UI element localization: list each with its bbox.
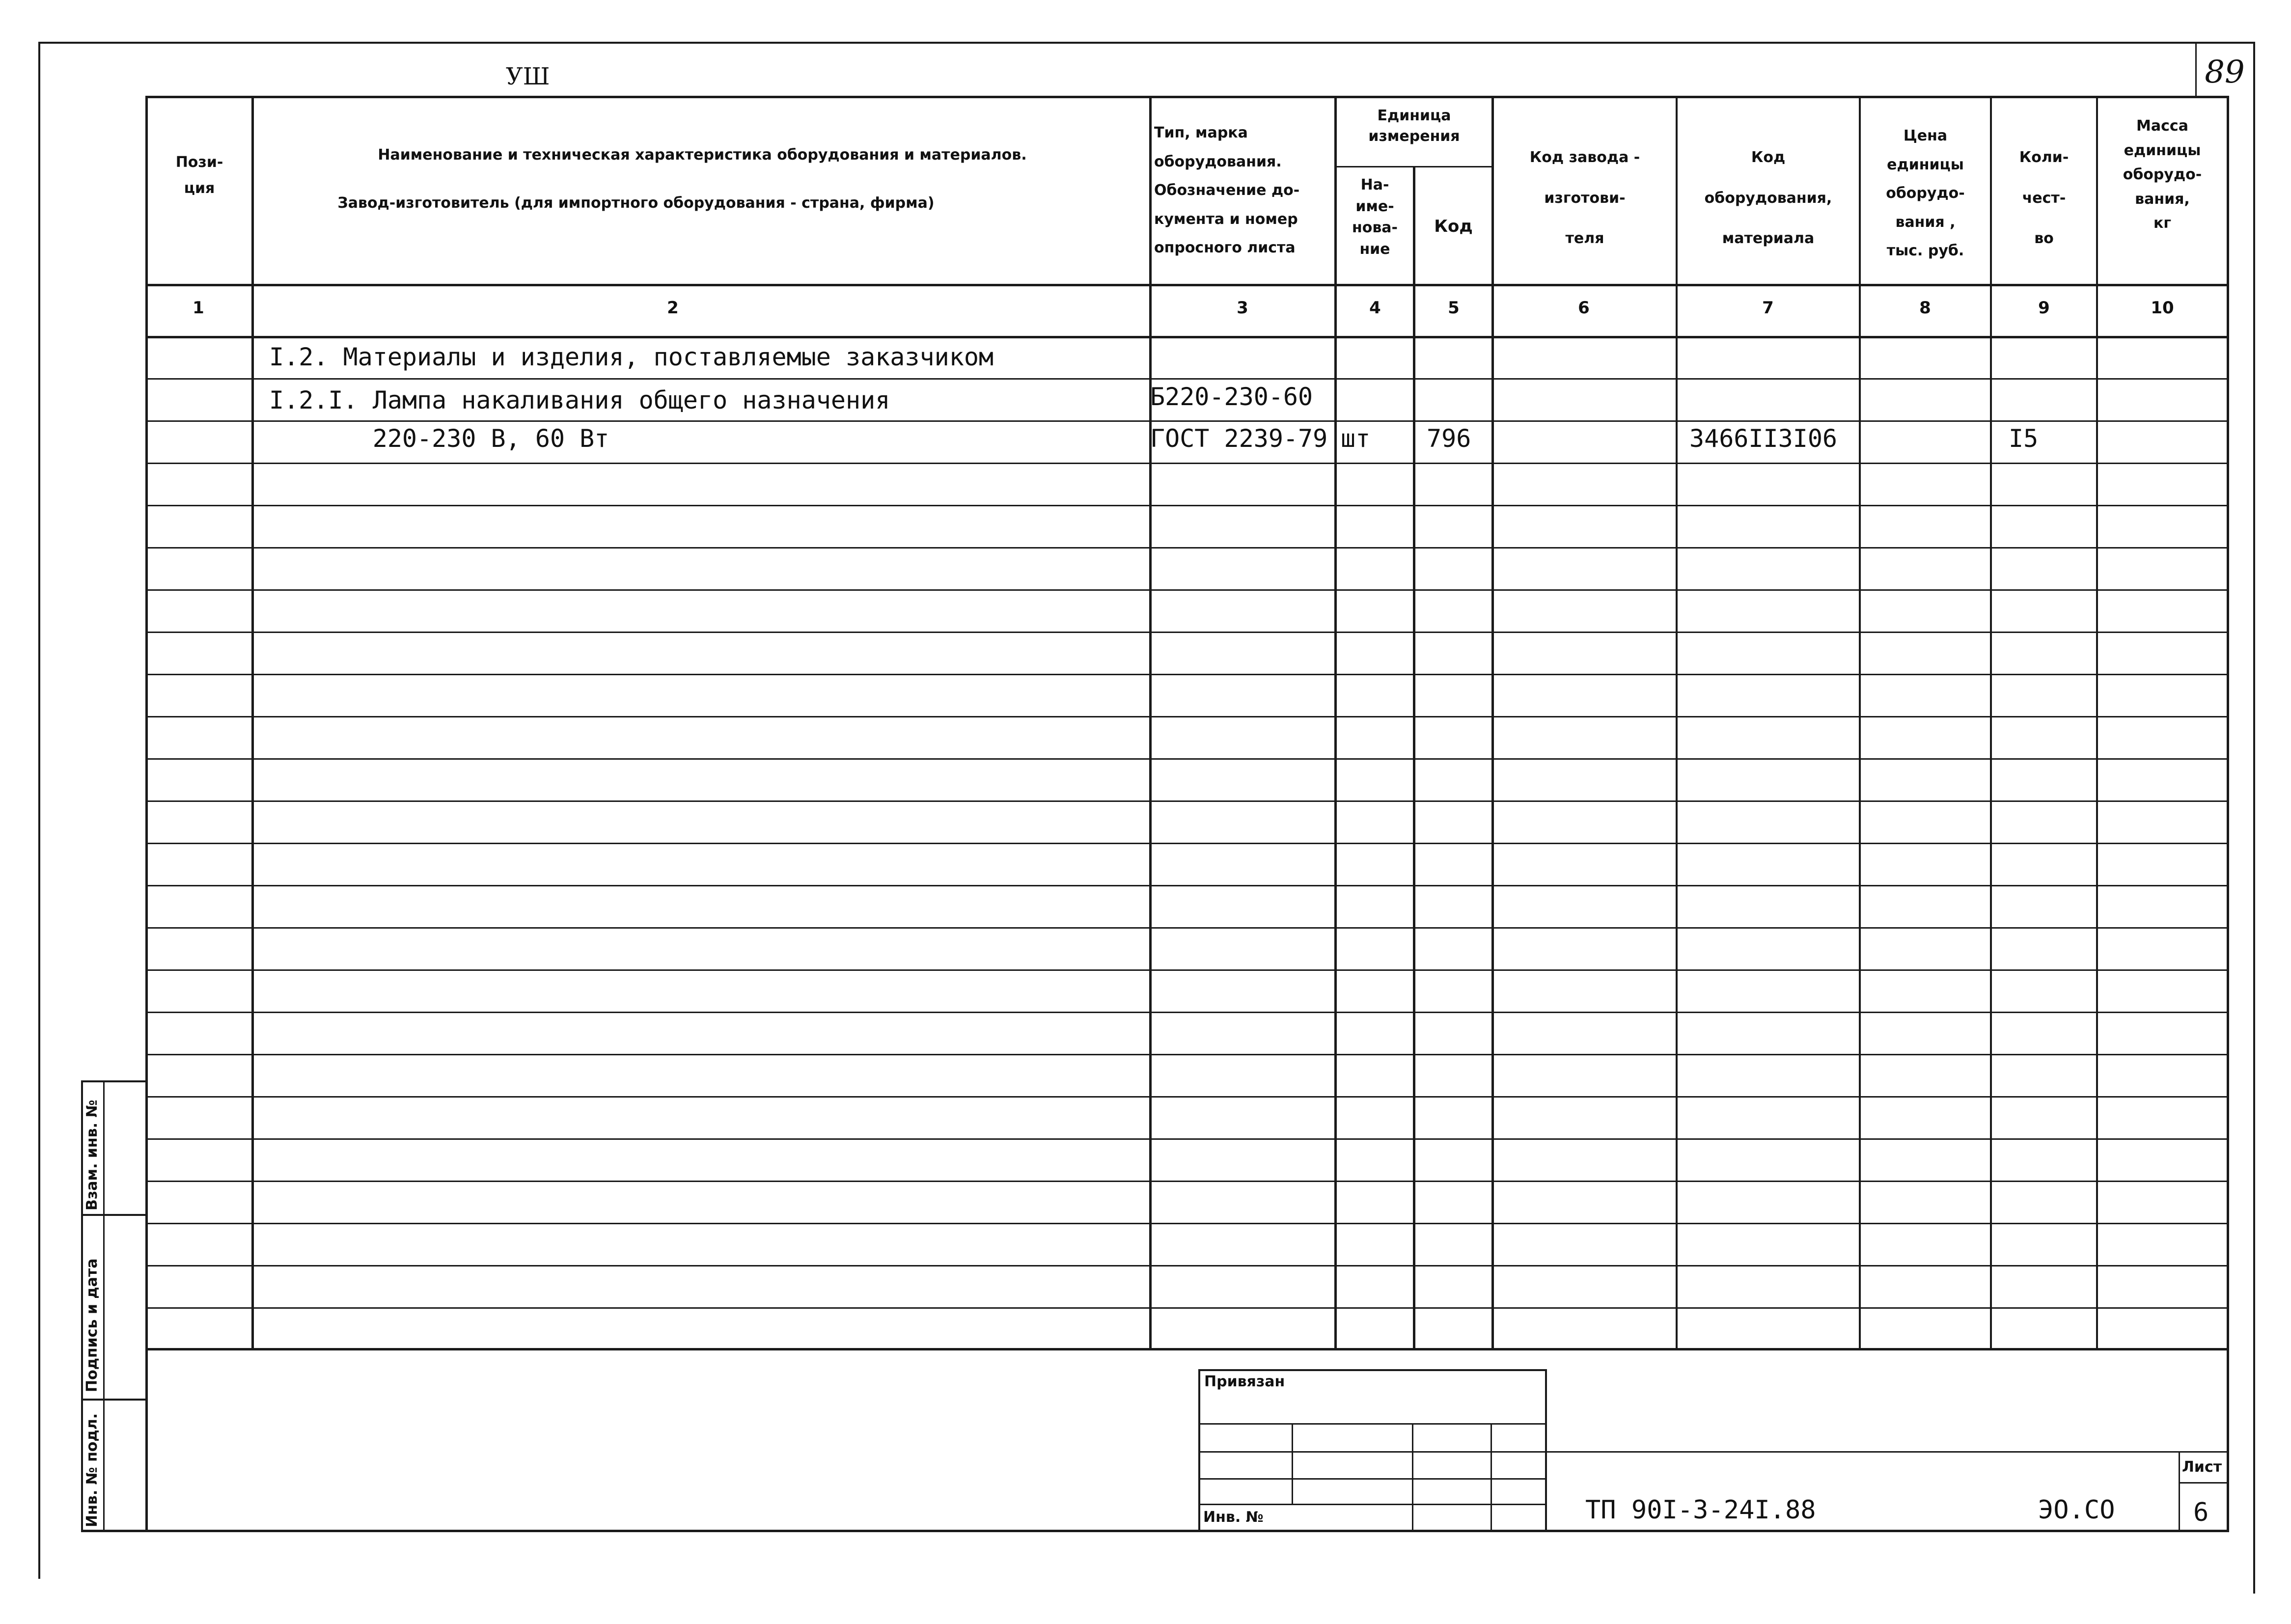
table-row-line	[145, 716, 2229, 717]
side-strip-div1	[81, 1214, 147, 1216]
frame-right	[2253, 42, 2255, 1594]
table-row-line	[145, 505, 2229, 506]
table-row-line	[145, 632, 2229, 633]
header-name-line1: Наименование и техническая характеристика оборудования и материалов.	[378, 146, 1027, 164]
stamp-right	[1545, 1369, 1547, 1531]
table-row-line	[145, 927, 2229, 929]
stamp-left	[1198, 1369, 1200, 1531]
sheet-box-left	[2179, 1451, 2180, 1532]
col-line-9	[2096, 96, 2098, 1350]
header-equipment-code: Код оборудования, материала	[1704, 149, 1832, 247]
stamp-top	[1198, 1369, 1547, 1371]
table-row-line	[145, 843, 2229, 844]
colnum-2: 2	[667, 298, 679, 318]
colnum-4: 4	[1369, 298, 1381, 318]
side-label-vzam: Взам. инв. №	[83, 1100, 101, 1211]
table-row-line	[145, 1223, 2229, 1224]
header-quantity: Коли- чест- во	[2019, 149, 2069, 247]
table-row-line	[145, 1012, 2229, 1013]
row3-type: ГОСТ 2239-79	[1150, 424, 1328, 453]
side-label-inv-podl: Инв. № подл.	[83, 1413, 101, 1527]
table-row-line	[145, 420, 2229, 422]
table-row-line	[145, 800, 2229, 802]
row3-quantity: I5	[2009, 424, 2039, 453]
side-strip-div2	[81, 1399, 147, 1401]
colnum-5: 5	[1448, 298, 1460, 318]
col-line-3	[1334, 96, 1337, 1350]
header-unit-mass: Масса единицы оборудо- вания, кг	[2123, 117, 2202, 232]
frame-left	[38, 42, 40, 1579]
stamp-h2	[1198, 1451, 1547, 1453]
colnum-7: 7	[1762, 298, 1774, 318]
table-row-line	[145, 463, 2229, 464]
colnum-1: 1	[193, 298, 204, 318]
col-line-0	[145, 96, 148, 1532]
stamp-privyazan: Привязан	[1204, 1373, 1285, 1390]
side-strip-top	[81, 1080, 147, 1082]
col-line-10	[2227, 96, 2229, 1532]
table-row-line	[145, 378, 2229, 380]
page-number-box-left	[2195, 42, 2197, 96]
side-strip-inner	[103, 1080, 105, 1532]
colnum-3: 3	[1237, 298, 1248, 318]
numbers-bottom	[145, 336, 2229, 338]
sheet-value: 6	[2193, 1498, 2209, 1527]
stamp-h3	[1198, 1478, 1547, 1480]
row2-name: I.2.I. Лампа накаливания общего назначения	[269, 386, 890, 414]
table-top	[145, 96, 2229, 98]
unit-group-split	[1334, 166, 1491, 167]
header-type: Тип, марка оборудования. Обозначение до- кумента и номер опросного листа	[1154, 124, 1300, 256]
stamp-doc-top	[1545, 1451, 2228, 1453]
table-row-line	[145, 758, 2229, 760]
table-row-line	[145, 1138, 2229, 1140]
sheet-marker: УШ	[506, 63, 550, 90]
row3-equipment-code: 3466II3I06	[1689, 424, 1838, 453]
colnum-10: 10	[2151, 298, 2174, 318]
table-row-line	[145, 1054, 2229, 1055]
stamp-v2	[1412, 1423, 1413, 1531]
table-row-line	[145, 589, 2229, 591]
stamp-v3	[1491, 1423, 1492, 1531]
col-line-8	[1990, 96, 1992, 1350]
header-position: Пози- ция	[175, 154, 223, 197]
table-bottom	[145, 1348, 2229, 1350]
col-line-7	[1859, 96, 1861, 1350]
header-name-line2: Завод-изготовитель (для импортного оборудования - страна, фирма)	[337, 194, 935, 212]
document-code: ТП 90I-3-24I.88	[1585, 1495, 1816, 1525]
stamp-v1	[1292, 1423, 1293, 1504]
row3-unit-code: 796	[1427, 424, 1471, 453]
table-row-line	[145, 1265, 2229, 1266]
row3-unit: шт	[1341, 424, 1371, 453]
colnum-8: 8	[1919, 298, 1931, 318]
stamp-inv-no: Инв. №	[1203, 1509, 1264, 1526]
side-label-podpis: Подпись и дата	[83, 1258, 101, 1392]
stamp-h1	[1198, 1423, 1547, 1425]
table-row-line	[145, 1096, 2229, 1098]
page-number: 89	[2205, 54, 2245, 90]
col-line-1	[251, 96, 254, 1350]
header-unit-name: На- име- нова- ние	[1352, 176, 1398, 258]
row1-name: I.2. Материалы и изделия, поставляемые заказчиком	[269, 343, 994, 371]
header-unit-group: Единица измерения	[1368, 107, 1460, 145]
col-line-2	[1149, 96, 1152, 1350]
header-manufacturer-code: Код завода - изготови- теля	[1529, 149, 1640, 247]
table-row-line	[145, 1307, 2229, 1309]
table-row-line	[145, 969, 2229, 971]
table-row-line	[145, 674, 2229, 675]
colnum-6: 6	[1578, 298, 1590, 318]
table-row-line	[145, 547, 2229, 549]
header-unit-price: Цена единицы оборудо- вания , тыс. руб.	[1886, 127, 1965, 259]
header-bottom	[145, 284, 2229, 286]
frame-top	[39, 42, 2254, 44]
col-line-5	[1491, 96, 1494, 1350]
row3-name: 220-230 В, 60 Вт	[269, 424, 609, 453]
col-line-6	[1676, 96, 1678, 1350]
stamp-h4	[1198, 1504, 1547, 1505]
section-code: ЭО.СО	[2038, 1495, 2115, 1525]
row2-type: Б220-230-60	[1150, 383, 1313, 411]
table-row-line	[145, 885, 2229, 886]
sheet-label: Лист	[2182, 1459, 2222, 1476]
frame-bottom	[81, 1530, 2229, 1532]
colnum-9: 9	[2038, 298, 2050, 318]
side-strip-left	[81, 1080, 83, 1532]
table-row-line	[145, 1181, 2229, 1182]
header-unit-code: Код	[1434, 217, 1473, 236]
sheet-box-mid	[2179, 1482, 2228, 1484]
